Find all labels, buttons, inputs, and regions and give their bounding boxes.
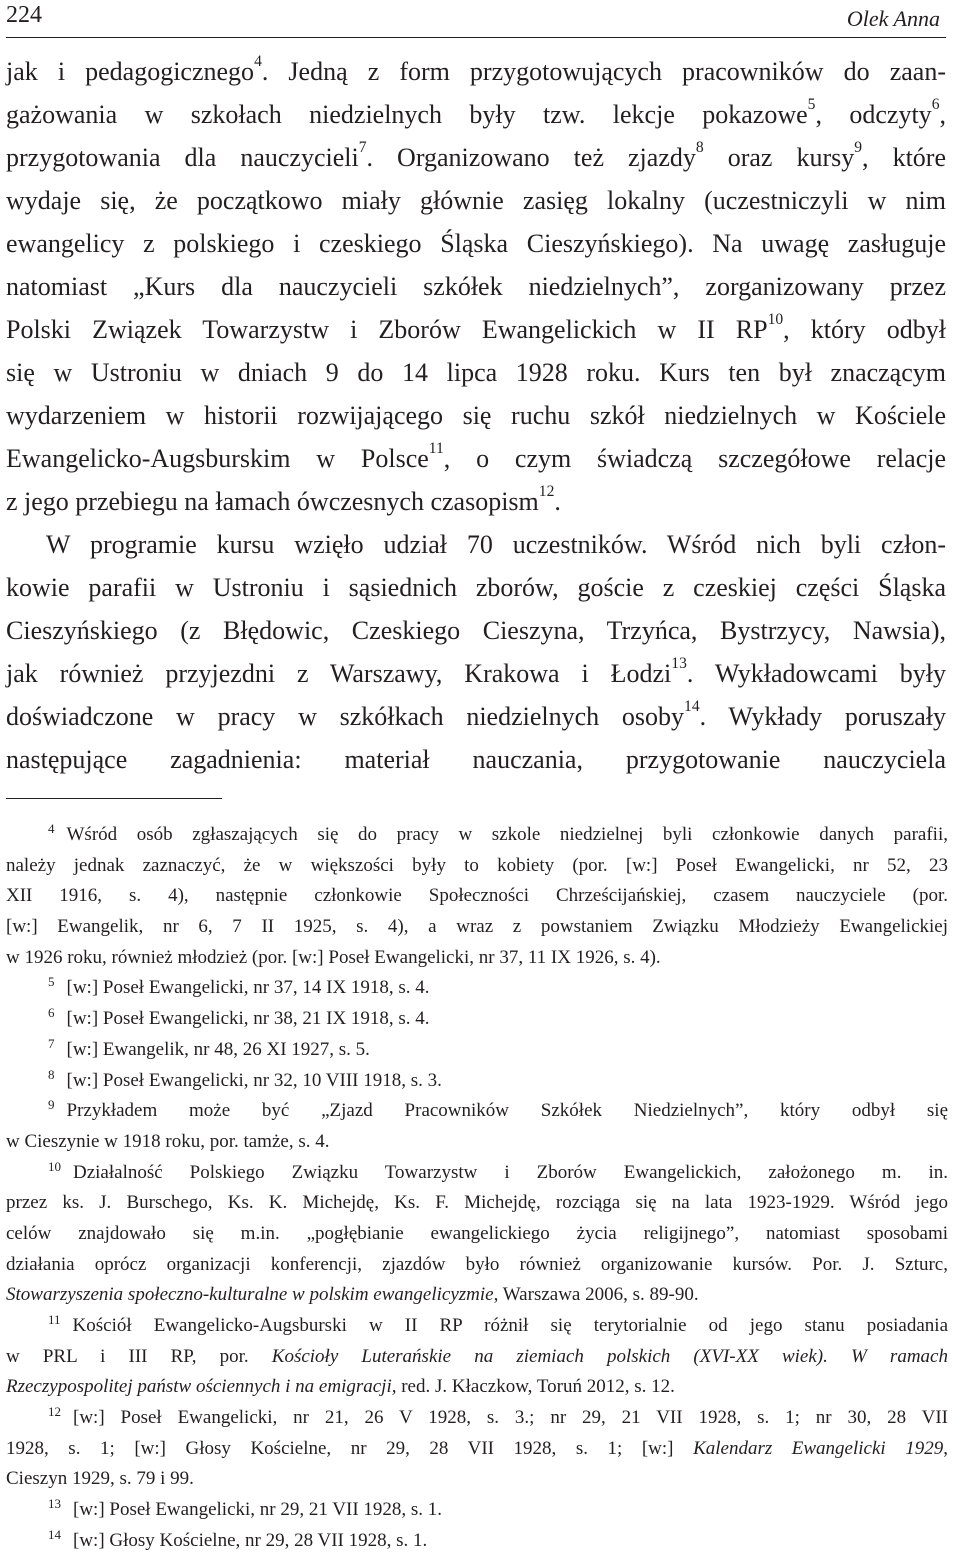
footnote-ref: 7 <box>358 139 367 156</box>
text-line: wydarzeniem w historii rozwijającego się ruchu szkół niedzielnych w Kościele <box>6 401 946 430</box>
text-line: Ewangelicko-Augsburskim w Polsce$^{11}$, o czym świadczą szczegółowe relacje <box>6 440 946 473</box>
footnote-number: 6 <box>48 1005 55 1021</box>
text-line: przygotowania dla nauczycieli$^7$. Organizowano też zjazdy$^8$ oraz kursy$^9$, które <box>6 139 947 172</box>
footnote-number: 5 <box>48 974 55 990</box>
footnote-line: $^4$ Wśród osób zgłaszających się do pracy w szkole niedzielnej byli członkowie danych parafii, <box>48 821 948 845</box>
footnote-line: działania oprócz organizacji konferencji, zjazdów było również organizowanie kursów. Por. J. Szturc, <box>6 1253 948 1275</box>
footnotes <box>6 820 948 1557</box>
footnote-line: w 1926 roku, również młodzież (por. [w:] Poseł Ewangelicki, nr 37, 11 IX 1926, s. 4). <box>6 946 661 968</box>
footnote-line: przez ks. J. Burschego, Ks. K. Michejdę, Ks. F. Michejdę, rozciąga się na lata 1923-1929. Wśród jego <box>6 1192 948 1214</box>
footnote-number: 13 <box>48 1496 61 1512</box>
footnote-ref: 9 <box>854 139 863 156</box>
footnote-line: Cieszyn 1929, s. 79 i 99. <box>6 1468 194 1490</box>
footnote-line: należy jednak zaznaczyć, że w większości były to kobiety (por. [w:] Poseł Ewangelicki, nr 52, 23 <box>6 854 948 876</box>
footnote-number: 7 <box>48 1035 55 1051</box>
footnote-number: 12 <box>48 1404 61 1420</box>
footnote-number: 14 <box>48 1526 61 1542</box>
page-header <box>6 0 946 40</box>
footnote-ref: 13 <box>671 655 687 672</box>
footnote-line: $^6$ [w:] Poseł Ewangelicki, nr 38, 21 IX 1918, s. 4. <box>48 1005 430 1030</box>
running-head-author: Olek Anna <box>846 6 940 31</box>
footnote-line: $^9$ Przykładem może być „Zjazd Pracowników Szkółek Niedzielnych”, który odbył się <box>48 1097 948 1122</box>
footnote-ref: 6 <box>931 96 940 113</box>
footnote-line: Stowarzyszenia społeczno-kulturalne w polskim ewangelicyzmie, Warszawa 2006, s. 89-90. <box>6 1284 699 1306</box>
footnote-ref: 14 <box>684 698 700 715</box>
text-line: wydaje się, że początkowo miały głównie zasięg lokalny (uczestniczyli w nim <box>6 186 946 215</box>
footnote-line: XII 1916, s. 4), następnie członkowie Społeczności Chrześcijańskiej, czasem nauczyciele (por. <box>6 885 948 907</box>
footnote-line: Rzeczypospolitej państw ościennych i na emigracji, red. J. Kłaczkow, Toruń 2012, s. 12. <box>6 1376 675 1398</box>
footnote-line: w PRL i III RP, por. Kościoły Luterańskie na ziemiach polskich (XVI-XX wiek). W ramach <box>6 1345 948 1367</box>
footnote-line: $^{14}$ [w:] Głosy Kościelne, nr 29, 28 VII 1928, s. 1. <box>48 1526 428 1551</box>
footnote-line: 1928, s. 1; [w:] Głosy Kościelne, nr 29, 28 VII 1928, s. 1; [w:] Kalendarz Ewangelicki 1929, <box>6 1437 948 1459</box>
footnote-line: $^{10}$ Działalność Polskiego Związku Towarzystw i Zborów Ewangelickich, założonego m. in. <box>48 1158 948 1183</box>
footnote-ref: 8 <box>695 139 704 156</box>
footnote-line: [w:] Ewangelik, nr 6, 7 II 1925, s. 4), a wraz z powstaniem Związku Młodzieży Ewangelickiej <box>6 916 948 938</box>
text-line: kowie parafii w Ustroniu i sąsiednich zborów, goście z czeskiej części Śląska <box>6 573 946 602</box>
footnote-number: 10 <box>48 1158 61 1174</box>
footnote-line: $^{12}$ [w:] Poseł Ewangelicki, nr 21, 26 V 1928, s. 3.; nr 29, 21 VII 1928, s. 1; nr 30, 28 VII <box>48 1404 948 1429</box>
text-line: natomiast „Kurs dla nauczycieli szkółek niedzielnych”, zorganizowany przez <box>6 272 946 301</box>
main-text <box>6 50 946 781</box>
footnote-number: 9 <box>48 1097 55 1113</box>
text-line: następujące zagadnienia: materiał nauczania, przygotowanie nauczyciela <box>6 745 946 774</box>
footnote-line: $^5$ [w:] Poseł Ewangelicki, nr 37, 14 IX 1918, s. 4. <box>48 974 430 999</box>
footnote-separator <box>6 798 222 799</box>
text-line: gażowania w szkołach niedzielnych były tzw. lekcje pokazowe$^5$, odczyty$^6$, <box>6 96 946 129</box>
text-line: się w Ustroniu w dniach 9 do 14 lipca 1928 roku. Kurs ten był znaczącym <box>6 358 946 387</box>
footnote-ref: 5 <box>807 96 816 113</box>
header-rule <box>6 37 946 38</box>
footnote-line: $^{13}$ [w:] Poseł Ewangelicki, nr 29, 21 VII 1928, s. 1. <box>48 1496 443 1521</box>
footnote-line: w Cieszynie w 1918 roku, por. tamże, s. 4. <box>6 1130 330 1152</box>
footnote-ref: 12 <box>538 483 555 500</box>
text-line: jak również przyjezdni z Warszawy, Krakowa i Łodzi$^{13}$. Wykładowcami były <box>6 655 946 688</box>
footnote-line: $^8$ [w:] Poseł Ewangelicki, nr 32, 10 VIII 1918, s. 3. <box>48 1066 442 1091</box>
footnote-ref: 4 <box>254 53 262 70</box>
text-line: W programie kursu wzięło udział 70 uczestników. Wśród nich byli człon- <box>46 530 946 559</box>
text-line: jak i pedagogicznego$^4$. Jedną z form przygotowujących pracowników do zaan- <box>6 53 946 86</box>
footnote-ref: 10 <box>767 311 784 328</box>
footnote-ref: 11 <box>428 440 444 457</box>
footnote-number: 4 <box>48 821 55 836</box>
footnote-number: 8 <box>48 1066 55 1082</box>
text-line: Polski Związek Towarzystw i Zborów Ewangelickich w II RP$^{10}$, który odbył <box>6 311 946 344</box>
footnote-line: celów znajdowało się m.in. „pogłębianie ewangelickiego życia religijnego”, natomiast sposobami <box>6 1222 948 1244</box>
text-line: ewangelicy z polskiego i czeskiego Śląska Cieszyńskiego). Na uwagę zasługuje <box>6 229 946 258</box>
text-line: doświadczone w pracy w szkółkach niedzielnych osoby$^{14}$. Wykłady poruszały <box>6 698 946 731</box>
page-number: 224 <box>6 2 42 28</box>
text-line: Cieszyńskiego (z Błędowic, Czeskiego Cieszyna, Trzyńca, Bystrzycy, Nawsia), <box>6 616 946 645</box>
footnote-line: $^7$ [w:] Ewangelik, nr 48, 26 XI 1927, s. 5. <box>48 1035 370 1060</box>
footnote-number: 11 <box>48 1312 61 1327</box>
footnote-line: $^{11}$ Kościół Ewangelicko-Augsburski w II RP różnił się terytorialnie od jego stanu posiadania <box>48 1312 948 1336</box>
text-line: z jego przebiegu na łamach ówczesnych czasopism$^{12}$. <box>6 483 561 516</box>
